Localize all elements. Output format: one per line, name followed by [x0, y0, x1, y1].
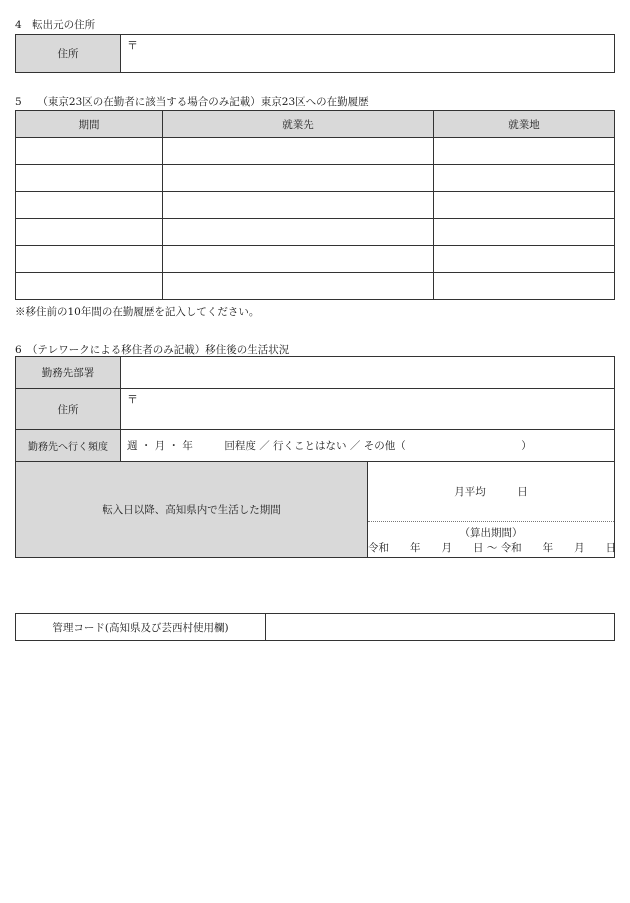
living-period-label: 転入日以降、高知県内で生活した期間: [16, 462, 368, 558]
employer-cell[interactable]: [163, 246, 434, 273]
origin-address-table: [15, 34, 615, 73]
table-row: [16, 165, 615, 192]
location-cell[interactable]: [434, 192, 615, 219]
origin-address-label: 住所: [16, 35, 121, 73]
table-row: [16, 219, 615, 246]
period-cell[interactable]: [16, 192, 163, 219]
employer-cell[interactable]: [163, 219, 434, 246]
header-work-location: 就業地: [434, 111, 615, 138]
address-field[interactable]: [121, 389, 615, 430]
work-history-table: [15, 110, 615, 300]
management-code-table: [15, 613, 615, 641]
work-history-note: ※移住前の10年間の在勤履歴を記入してください。: [15, 306, 260, 318]
table-row: [16, 192, 615, 219]
postal-mark: 〒: [127, 393, 138, 406]
table-row: [16, 246, 615, 273]
management-code-field[interactable]: [266, 614, 615, 641]
section6-title: 6 （テレワークによる移住者のみ記載）移住後の生活状況: [15, 344, 290, 356]
frequency-label: 勤務先へ行く頻度: [16, 430, 121, 462]
location-cell[interactable]: [434, 246, 615, 273]
period-cell[interactable]: [16, 273, 163, 300]
header-employer: 就業先: [163, 111, 434, 138]
living-period-field[interactable]: [368, 462, 615, 558]
origin-address-field[interactable]: [121, 35, 615, 73]
table-header-row: [16, 111, 615, 138]
location-cell[interactable]: [434, 219, 615, 246]
table-row: [16, 138, 615, 165]
employer-cell[interactable]: [163, 138, 434, 165]
postal-mark: 〒: [127, 39, 138, 52]
header-period: 期間: [16, 111, 163, 138]
section4-title: 4 転出元の住所: [15, 19, 96, 31]
period-cell[interactable]: [16, 219, 163, 246]
living-status-table: [15, 356, 615, 558]
period-cell[interactable]: [16, 246, 163, 273]
period-cell[interactable]: [16, 138, 163, 165]
employer-cell[interactable]: [163, 192, 434, 219]
period-cell[interactable]: [16, 165, 163, 192]
monthly-average: 月平均 日: [454, 486, 528, 498]
section5-title: 5 （東京23区の在勤者に該当する場合のみ記載）東京23区への在勤履歴: [15, 96, 369, 108]
employer-cell[interactable]: [163, 273, 434, 300]
address-label: 住所: [16, 389, 121, 430]
location-cell[interactable]: [434, 273, 615, 300]
frequency-field[interactable]: 週 ・ 月 ・ 年 回程度 ／ 行くことはない ／ その他（ ）: [121, 430, 615, 462]
calc-period-label: （算出期間）: [459, 527, 523, 539]
location-cell[interactable]: [434, 138, 615, 165]
divider: [368, 521, 614, 522]
calc-period-range: 令和 年 月 日 ～ 令和 年 月 日: [368, 542, 617, 554]
location-cell[interactable]: [434, 165, 615, 192]
table-row: [16, 273, 615, 300]
management-code-label: 管理コード(高知県及び芸西村使用欄): [16, 614, 266, 641]
dept-label: 勤務先部署: [16, 357, 121, 389]
employer-cell[interactable]: [163, 165, 434, 192]
dept-field[interactable]: [121, 357, 615, 389]
